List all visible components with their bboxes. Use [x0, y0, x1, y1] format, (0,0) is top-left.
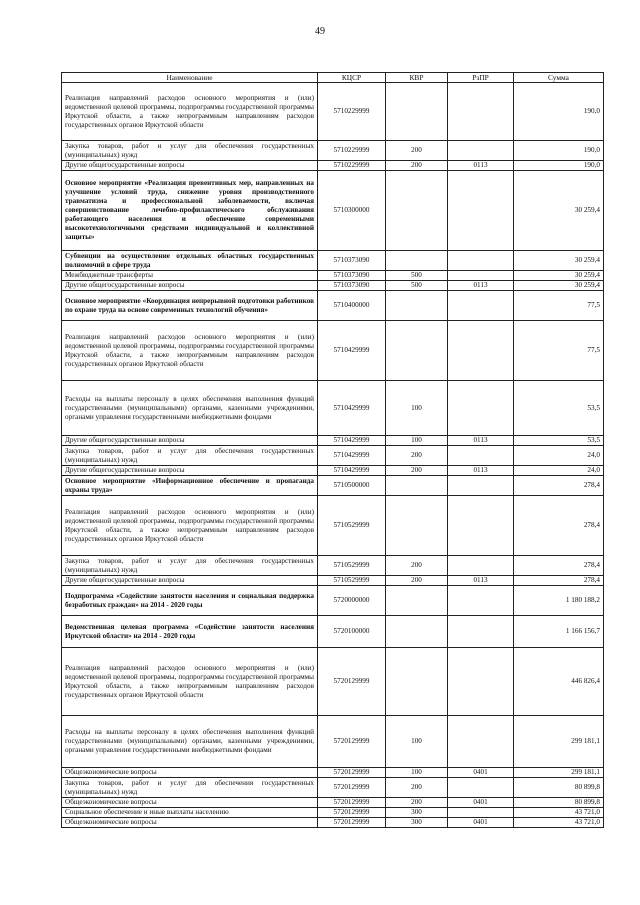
cell-kvr [386, 321, 448, 381]
cell-name: Реализация направлений расходов основного мероприятия и (или) ведомственной целевой программы, подпрограммы государственной программы Иркутской области, а также непрограммным направлениям расходов государственных органов Иркутской области [62, 496, 318, 556]
table-row [62, 381, 604, 436]
cell-rzpr [448, 171, 514, 251]
header-sum: Сумма [514, 73, 604, 83]
cell-name: Основное мероприятие «Информационное обеспечение и пропаганда охраны труда» [62, 476, 318, 496]
table-row [62, 616, 604, 648]
cell-name: Другие общегосударственные вопросы [62, 281, 318, 291]
cell-rzpr [448, 83, 514, 141]
cell-sum: 30 259,4 [514, 171, 604, 251]
cell-name: Реализация направлений расходов основного мероприятия и (или) ведомственной целевой программы, подпрограммы государственной программы Иркутской области, а также непрограммным направлениям расходов государственных органов Иркутской области [62, 321, 318, 381]
cell-name: Общеэкономические вопросы [62, 818, 318, 828]
cell-name: Закупка товаров, работ и услуг для обеспечения государственных (муниципальных) нужд [62, 556, 318, 576]
cell-kcsr: 5720129999 [318, 716, 386, 768]
cell-name: Подпрограмма «Содействие занятости населения и социальная поддержка безработных граждан» на 2014 - 2020 годы [62, 586, 318, 616]
cell-kcsr: 5720000000 [318, 586, 386, 616]
cell-rzpr: 0113 [448, 576, 514, 586]
table-row [62, 798, 604, 808]
cell-kvr: 200 [386, 446, 448, 466]
cell-name: Закупка товаров, работ и услуг для обеспечения государственных (муниципальных) нужд [62, 446, 318, 466]
cell-rzpr [448, 446, 514, 466]
table-row [62, 466, 604, 476]
cell-sum: 278,4 [514, 496, 604, 556]
table-row [62, 281, 604, 291]
cell-kcsr: 5710429999 [318, 446, 386, 466]
cell-kvr [386, 291, 448, 321]
cell-sum: 24,0 [514, 446, 604, 466]
cell-rzpr [448, 251, 514, 271]
cell-kvr: 200 [386, 798, 448, 808]
cell-sum: 190,0 [514, 161, 604, 171]
table-row [62, 716, 604, 768]
table-row [62, 251, 604, 271]
cell-kcsr: 5710373090 [318, 281, 386, 291]
cell-rzpr [448, 476, 514, 496]
cell-kvr: 300 [386, 818, 448, 828]
cell-kcsr: 5710229999 [318, 83, 386, 141]
cell-sum: 80 899,8 [514, 778, 604, 798]
cell-name: Общеэкономические вопросы [62, 768, 318, 778]
table-row [62, 161, 604, 171]
cell-name: Социальное обеспечение и иные выплаты населению [62, 808, 318, 818]
cell-sum: 43 721,0 [514, 808, 604, 818]
cell-kcsr: 5710300000 [318, 171, 386, 251]
cell-name: Ведомственная целевая программа «Содействие занятости населения Иркутской области» на 2014 - 2020 годы [62, 616, 318, 648]
cell-rzpr [448, 496, 514, 556]
cell-sum: 24,0 [514, 466, 604, 476]
table-row [62, 321, 604, 381]
table-row [62, 648, 604, 716]
page-number: 49 [315, 26, 325, 37]
cell-kvr: 500 [386, 271, 448, 281]
header-kvr: КВР [386, 73, 448, 83]
cell-kvr [386, 648, 448, 716]
cell-kvr: 200 [386, 556, 448, 576]
table-row [62, 476, 604, 496]
cell-kcsr: 5710373090 [318, 251, 386, 271]
cell-kvr: 200 [386, 466, 448, 476]
table-row [62, 808, 604, 818]
table-row [62, 496, 604, 556]
cell-sum: 299 181,1 [514, 716, 604, 768]
cell-name: Другие общегосударственные вопросы [62, 436, 318, 446]
cell-name: Основное мероприятие «Координация непрерывной подготовки работников по охране труда на основе современных технологий обучения» [62, 291, 318, 321]
cell-name: Основное мероприятие «Реализация превентивных мер, направленных на улучшение условий труда, снижение уровня производственного травматизма и профессиональной заболеваемости, включая совершенствование лечебно-профилактического обслуживания работающего населения и обеспечение современными высокотехнологичными средствами индивидуальной и коллективной защиты» [62, 171, 318, 251]
cell-kvr: 300 [386, 808, 448, 818]
table-row [62, 291, 604, 321]
cell-kvr [386, 476, 448, 496]
cell-rzpr [448, 271, 514, 281]
cell-kcsr: 5710429999 [318, 436, 386, 446]
cell-kcsr: 5720100000 [318, 616, 386, 648]
cell-name: Общеэкономические вопросы [62, 798, 318, 808]
cell-kvr: 500 [386, 281, 448, 291]
cell-name: Расходы на выплаты персоналу в целях обеспечения выполнения функций государственными (муниципальными) органами, казенными учреждениями, органами управления государственными внебюджетными фондами [62, 381, 318, 436]
cell-kcsr: 5710373090 [318, 271, 386, 281]
cell-rzpr [448, 321, 514, 381]
table-row [62, 576, 604, 586]
header-rzpr: РзПР [448, 73, 514, 83]
cell-kvr: 200 [386, 576, 448, 586]
cell-rzpr [448, 648, 514, 716]
cell-kcsr: 5720129999 [318, 798, 386, 808]
cell-kvr: 100 [386, 436, 448, 446]
cell-name: Другие общегосударственные вопросы [62, 466, 318, 476]
cell-kvr [386, 616, 448, 648]
cell-sum: 278,4 [514, 576, 604, 586]
cell-name: Расходы на выплаты персоналу в целях обеспечения выполнения функций государственными (муниципальными) органами, казенными учреждениями, органами управления государственными внебюджетными фондами [62, 716, 318, 768]
cell-sum: 53,5 [514, 381, 604, 436]
cell-rzpr [448, 141, 514, 161]
table-row [62, 446, 604, 466]
cell-kcsr: 5710429999 [318, 381, 386, 436]
cell-sum: 30 259,4 [514, 271, 604, 281]
cell-name: Другие общегосударственные вопросы [62, 576, 318, 586]
cell-rzpr: 0113 [448, 281, 514, 291]
table-row [62, 778, 604, 798]
cell-kcsr: 5720129999 [318, 818, 386, 828]
cell-name: Межбюджетные трансферты [62, 271, 318, 281]
cell-kvr [386, 586, 448, 616]
cell-kvr: 100 [386, 768, 448, 778]
cell-rzpr [448, 778, 514, 798]
cell-sum: 446 826,4 [514, 648, 604, 716]
table-row [62, 271, 604, 281]
cell-sum: 190,0 [514, 83, 604, 141]
table-header-row [62, 73, 604, 83]
cell-kcsr: 5710500000 [318, 476, 386, 496]
cell-kvr [386, 251, 448, 271]
cell-rzpr [448, 716, 514, 768]
cell-rzpr [448, 808, 514, 818]
cell-sum: 43 721,0 [514, 818, 604, 828]
cell-kcsr: 5710229999 [318, 141, 386, 161]
cell-kcsr: 5720129999 [318, 768, 386, 778]
cell-sum: 77,5 [514, 291, 604, 321]
cell-kcsr: 5710429999 [318, 321, 386, 381]
cell-sum: 190,0 [514, 141, 604, 161]
table-row [62, 818, 604, 828]
table-row [62, 171, 604, 251]
header-kcsr: КЦСР [318, 73, 386, 83]
cell-kvr: 200 [386, 141, 448, 161]
cell-kvr [386, 83, 448, 141]
cell-kvr [386, 171, 448, 251]
cell-sum: 53,5 [514, 436, 604, 446]
cell-rzpr [448, 381, 514, 436]
table-row [62, 141, 604, 161]
cell-name: Реализация направлений расходов основного мероприятия и (или) ведомственной целевой программы, подпрограммы государственной программы Иркутской области, а также непрограммным направлениям расходов государственных органов Иркутской области [62, 83, 318, 141]
cell-sum: 299 181,1 [514, 768, 604, 778]
cell-rzpr: 0113 [448, 466, 514, 476]
cell-sum: 278,4 [514, 476, 604, 496]
cell-name: Субвенции на осуществление отдельных областных государственных полномочий в сфере труда [62, 251, 318, 271]
cell-kvr: 200 [386, 161, 448, 171]
cell-name: Другие общегосударственные вопросы [62, 161, 318, 171]
cell-kcsr: 5710400000 [318, 291, 386, 321]
cell-kvr [386, 496, 448, 556]
cell-name: Закупка товаров, работ и услуг для обеспечения государственных (муниципальных) нужд [62, 778, 318, 798]
cell-sum: 1 180 188,2 [514, 586, 604, 616]
cell-sum: 30 259,4 [514, 281, 604, 291]
cell-kcsr: 5710529999 [318, 496, 386, 556]
cell-kcsr: 5720129999 [318, 778, 386, 798]
cell-kcsr: 5720129999 [318, 808, 386, 818]
cell-sum: 80 899,8 [514, 798, 604, 808]
cell-kvr: 100 [386, 381, 448, 436]
table-row [62, 83, 604, 141]
cell-rzpr: 0401 [448, 818, 514, 828]
cell-rzpr: 0113 [448, 161, 514, 171]
cell-rzpr [448, 586, 514, 616]
table-row [62, 768, 604, 778]
cell-rzpr [448, 616, 514, 648]
cell-kcsr: 5710529999 [318, 556, 386, 576]
table-row [62, 556, 604, 576]
cell-sum: 77,5 [514, 321, 604, 381]
table-row [62, 586, 604, 616]
cell-sum: 30 259,4 [514, 251, 604, 271]
cell-kvr: 200 [386, 778, 448, 798]
cell-sum: 278,4 [514, 556, 604, 576]
cell-rzpr: 0401 [448, 798, 514, 808]
header-name: Наименование [62, 73, 318, 83]
cell-sum: 1 166 156,7 [514, 616, 604, 648]
budget-table [61, 72, 604, 828]
cell-rzpr [448, 556, 514, 576]
cell-rzpr: 0113 [448, 436, 514, 446]
cell-kcsr: 5710529999 [318, 576, 386, 586]
cell-rzpr [448, 291, 514, 321]
cell-kcsr: 5710429999 [318, 466, 386, 476]
cell-kcsr: 5720129999 [318, 648, 386, 716]
cell-name: Закупка товаров, работ и услуг для обеспечения государственных (муниципальных) нужд [62, 141, 318, 161]
cell-rzpr: 0401 [448, 768, 514, 778]
cell-kvr: 100 [386, 716, 448, 768]
table-row [62, 436, 604, 446]
table-body [62, 83, 604, 828]
cell-kcsr: 5710229999 [318, 161, 386, 171]
cell-name: Реализация направлений расходов основного мероприятия и (или) ведомственной целевой программы, подпрограммы государственной программы Иркутской области, а также непрограммным направлениям расходов государственных органов Иркутской области [62, 648, 318, 716]
